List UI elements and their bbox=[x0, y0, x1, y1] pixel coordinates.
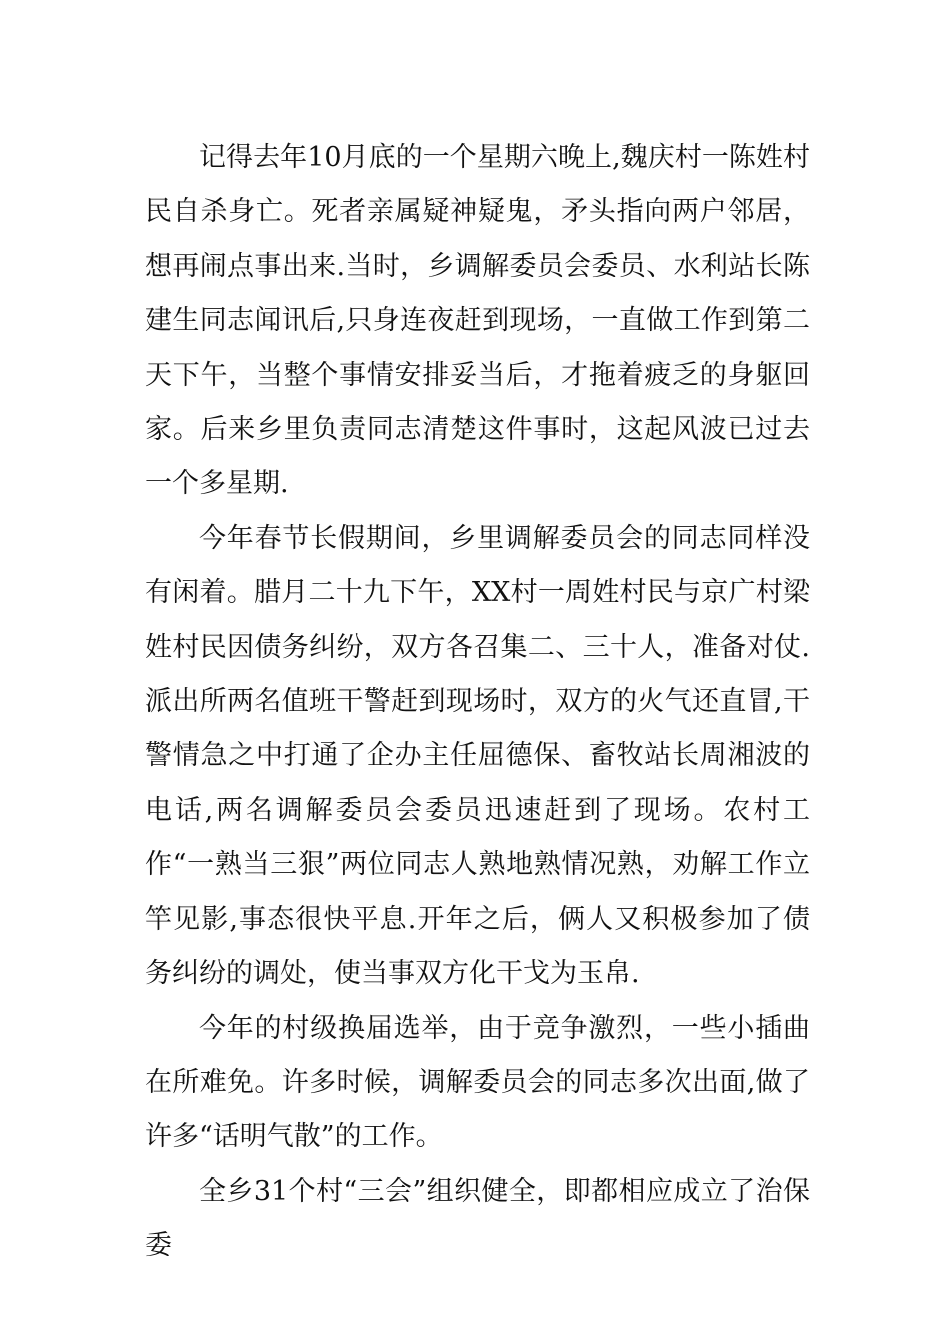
document-body bbox=[145, 131, 810, 1274]
paragraph-3: 今年的村级换届选举，由于竞争激烈，一些小插曲在所难免。许多时候，调解委员会的同志多次出面,做了许多“话明气散”的工作。 bbox=[145, 1012, 810, 1153]
paragraph-2: 今年春节长假期间，乡里调解委员会的同志同样没有闲着。腊月二十九下午，XX村一周姓村民与京广村梁姓村民因债务纠纷，双方各召集二、三十人，准备对仗.派出所两名值班干警赶到现场时，双方的火气还直冒,干警情急之中打通了企办主任屈德保、畜牧站长周湘波的电话,两名调解委员会委员迅速赶到了现场。农村工作“一熟当三狠”两位同志人熟地熟情况熟，劝解工作立竿见影,事态很快平息.开年之后，俩人又积极参加了债务纠纷的调处，使当事双方化干戈为玉帛. bbox=[145, 522, 810, 990]
paragraph-4: 全乡31个村“三会”组织健全，即都相应成立了治保委 bbox=[145, 1175, 810, 1262]
paragraph-1: 记得去年10月底的一个星期六晚上,魏庆村一陈姓村民自杀身亡。死者亲属疑神疑鬼，矛头指向两户邻居，想再闹点事出来.当时，乡调解委员会委员、水利站长陈建生同志闻讯后,只身连夜赶到现场，一直做工作到第二天下午，当整个事情安排妥当后，才拖着疲乏的身躯回家。后来乡里负责同志清楚这件事时，这起风波已过去一个多星期. bbox=[145, 142, 810, 500]
